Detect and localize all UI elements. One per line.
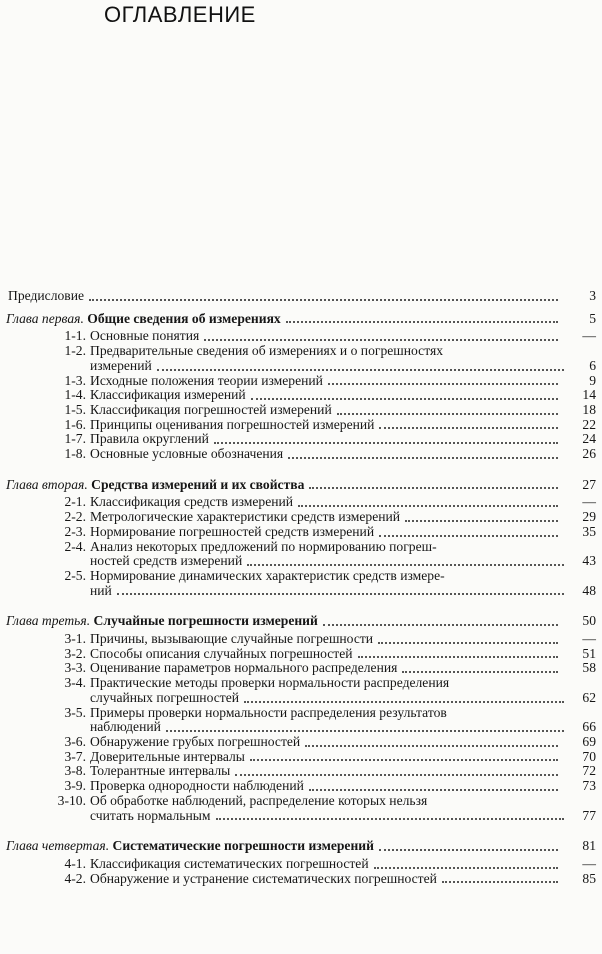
dot-leader — [305, 745, 558, 747]
dot-leader — [378, 642, 558, 644]
toc-entry: 3-7. Доверительные интервалы 70 — [64, 748, 596, 764]
chapter-title: Систематические погрешности измерений — [112, 838, 374, 854]
toc-page-number: 3 — [589, 288, 596, 303]
toc-entry: 1-6. Принципы оценивания погрешностей измерений 22 — [64, 416, 596, 432]
toc-entry: 3-3. Оценивание параметров нормального распределения 58 — [64, 660, 596, 676]
dot-leader — [337, 413, 558, 415]
dot-leader — [402, 671, 558, 673]
toc-entry: 3-10. Об обработке наблюдений, распределение которых нельзя считать нормальным 77 — [57, 792, 596, 823]
chapter-title: Средства измерений и их свойства — [91, 476, 305, 492]
toc-entry: 4-1. Классификация систематических погрешностей — — [64, 855, 596, 871]
dot-leader — [244, 701, 564, 703]
chapter-title: Случайные погрешности измерений — [93, 613, 318, 629]
dot-leader — [204, 339, 558, 341]
toc-entry: 1-8. Основные условные обозначения 26 — [64, 446, 596, 462]
dot-leader — [379, 849, 558, 851]
dot-leader — [328, 383, 558, 385]
dot-leader — [214, 442, 558, 444]
dot-leader — [298, 505, 558, 507]
toc-entry: 3-2. Способы описания случайных погрешностей 51 — [64, 645, 596, 661]
chapter-number: Глава вторая. — [6, 476, 88, 492]
toc-chapter-heading — [0, 478, 602, 493]
dot-leader — [286, 321, 558, 323]
toc-entry: 2-4. Анализ некоторых предложений по нормированию погреш- ностей средств измерений 43 — [64, 538, 596, 569]
toc-entry: 3-4. Практические методы проверки нормальности распределения случайных погрешностей 62 — [64, 675, 596, 705]
dot-leader — [358, 656, 558, 658]
toc-chapter-heading — [0, 614, 602, 629]
dot-leader — [379, 535, 558, 537]
dot-leader — [442, 881, 558, 883]
toc-entry: 2-5. Нормирование динамических характеристик средств измере- ний 48 — [64, 567, 596, 598]
toc-chapter-heading — [0, 839, 602, 854]
toc-entry: 1-2. Предварительные сведения об измерениях и о погрешностях измерений 6 — [64, 343, 596, 373]
toc-entry: 1-7. Правила округлений 24 — [64, 431, 596, 447]
dot-leader — [89, 299, 558, 301]
toc-page-number: 27 — [582, 476, 596, 492]
toc-page-number: 5 — [589, 310, 596, 326]
dot-leader — [379, 427, 558, 429]
toc-preface — [0, 289, 602, 304]
toc-entry: 3-8. Толерантные интервалы 72 — [64, 763, 596, 779]
chapter-number: Глава четвертая. — [6, 838, 110, 854]
dot-leader — [323, 624, 558, 626]
dot-leader — [309, 789, 558, 791]
dot-leader — [216, 818, 564, 820]
table-of-contents — [0, 289, 602, 886]
toc-entry: 3-6. Обнаружение грубых погрешностей 69 — [64, 733, 596, 749]
dot-leader — [405, 520, 558, 522]
dot-leader — [374, 867, 558, 869]
toc-page-number: 81 — [582, 838, 596, 854]
toc-entry: 1-5. Классификация погрешностей измерений 18 — [64, 401, 596, 417]
dot-leader — [235, 774, 558, 776]
chapter-number: Глава третья. — [6, 613, 91, 629]
dot-leader — [117, 593, 564, 595]
toc-entry-text: Предисловие — [8, 288, 85, 303]
toc-chapter-heading — [0, 312, 602, 327]
toc-entry: 1-4. Классификация измерений 14 — [64, 387, 596, 403]
toc-entry: 3-9. Проверка однородности наблюдений 73 — [64, 778, 596, 794]
toc-entry: 3-1. Причины, вызывающие случайные погрешности — — [64, 631, 596, 647]
dot-leader — [247, 564, 564, 566]
dot-leader — [166, 730, 564, 732]
page-title: ОГЛАВЛЕНИЕ — [104, 2, 256, 27]
toc-entry: 4-2. Обнаружение и устранение систематических погрешностей 85 — [64, 870, 596, 886]
toc-entry: 2-1. Классификация средств измерений — — [64, 494, 596, 510]
toc-entry: 3-5. Примеры проверки нормальности распределения результатов наблюдений 66 — [64, 704, 596, 735]
chapter-title: Общие сведения об измерениях — [87, 310, 281, 326]
toc-page-number: 50 — [582, 613, 596, 629]
dot-leader — [250, 759, 558, 761]
toc-entry: 2-2. Метрологические характеристики средств измерений 29 — [64, 509, 596, 525]
dot-leader — [251, 398, 558, 400]
toc-entry: 1-1. Основные понятия — — [64, 328, 596, 344]
chapter-number: Глава первая. — [6, 310, 84, 326]
toc-entry: 1-3. Исходные положения теории измерений 9 — [64, 372, 596, 388]
toc-entry: 2-3. Нормирование погрешностей средств измерений 35 — [64, 523, 596, 539]
dot-leader — [288, 457, 558, 459]
dot-leader — [157, 369, 564, 371]
dot-leader — [309, 487, 558, 489]
